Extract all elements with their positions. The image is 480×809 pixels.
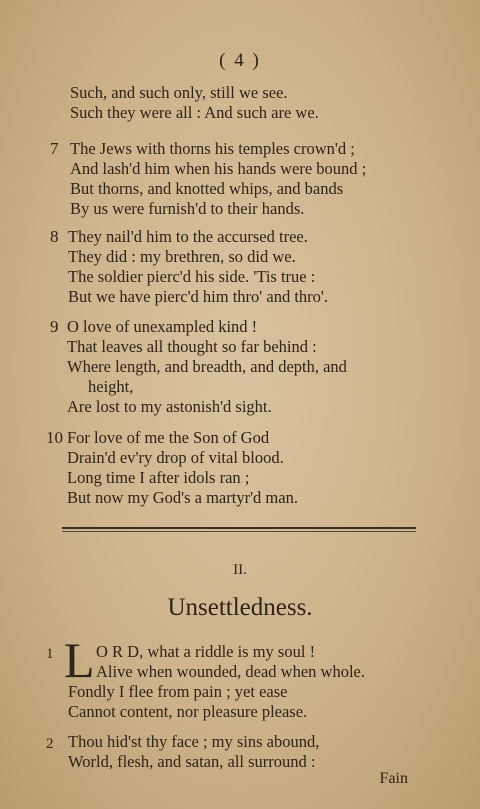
- verse-line: O R D, what a riddle is my soul !: [96, 642, 316, 661]
- section-rule-thin: [62, 531, 416, 532]
- verse-line: Where length, and breadth, and depth, and: [67, 357, 347, 376]
- verse-line: But now my God's a martyr'd man.: [67, 488, 298, 507]
- verse-line: Alive when wounded, dead when whole.: [96, 662, 365, 681]
- verse-line: Fondly I flee from pain ; yet ease: [68, 682, 288, 701]
- stanza-number: 7: [50, 139, 59, 158]
- section-rule: [62, 527, 416, 529]
- page-number: ( 4 ): [219, 50, 261, 71]
- verse-line: But we have pierc'd him thro' and thro'.: [68, 287, 329, 306]
- opening-line-2: Such they were all : And such are we.: [70, 103, 319, 122]
- stanza-number: 9: [50, 317, 59, 336]
- verse-line: The soldier pierc'd his side. 'Tis true :: [68, 267, 316, 286]
- stanza-number: 2: [46, 736, 54, 752]
- verse-line: They did : my brethren, so did we.: [68, 247, 296, 266]
- opening-line-1: Such, and such only, still we see.: [70, 83, 288, 102]
- verse-line: Drain'd ev'ry drop of vital blood.: [67, 448, 284, 467]
- verse-line: By us were furnish'd to their hands.: [70, 199, 305, 218]
- hymn-title: Unsettledness.: [167, 594, 313, 621]
- section-number: II.: [233, 562, 247, 578]
- verse-line: The Jews with thorns his temples crown'd ;: [70, 139, 355, 158]
- verse-line: Cannot content, nor pleasure please.: [68, 702, 308, 721]
- verse-line: They nail'd him to the accursed tree.: [68, 227, 308, 246]
- drop-cap: L: [64, 632, 95, 688]
- stanza-number: 1: [46, 646, 54, 662]
- catchword: Fain: [379, 770, 408, 787]
- verse-line: And lash'd him when his hands were bound ;: [70, 159, 367, 178]
- verse-line: Are lost to my astonish'd sight.: [67, 397, 272, 416]
- verse-line: For love of me the Son of God: [67, 428, 270, 447]
- stanza-number: 10: [46, 428, 63, 447]
- verse-line: But thorns, and knotted whips, and bands: [70, 179, 344, 198]
- verse-line: height,: [88, 377, 134, 396]
- verse-line: Thou hid'st thy face ; my sins abound,: [68, 732, 320, 751]
- verse-line: Long time I after idols ran ;: [67, 468, 250, 487]
- verse-line: That leaves all thought so far behind :: [67, 337, 317, 356]
- verse-line: World, flesh, and satan, all surround :: [68, 752, 316, 771]
- stanza-number: 8: [50, 227, 59, 246]
- verse-line: O love of unexampled kind !: [67, 317, 258, 336]
